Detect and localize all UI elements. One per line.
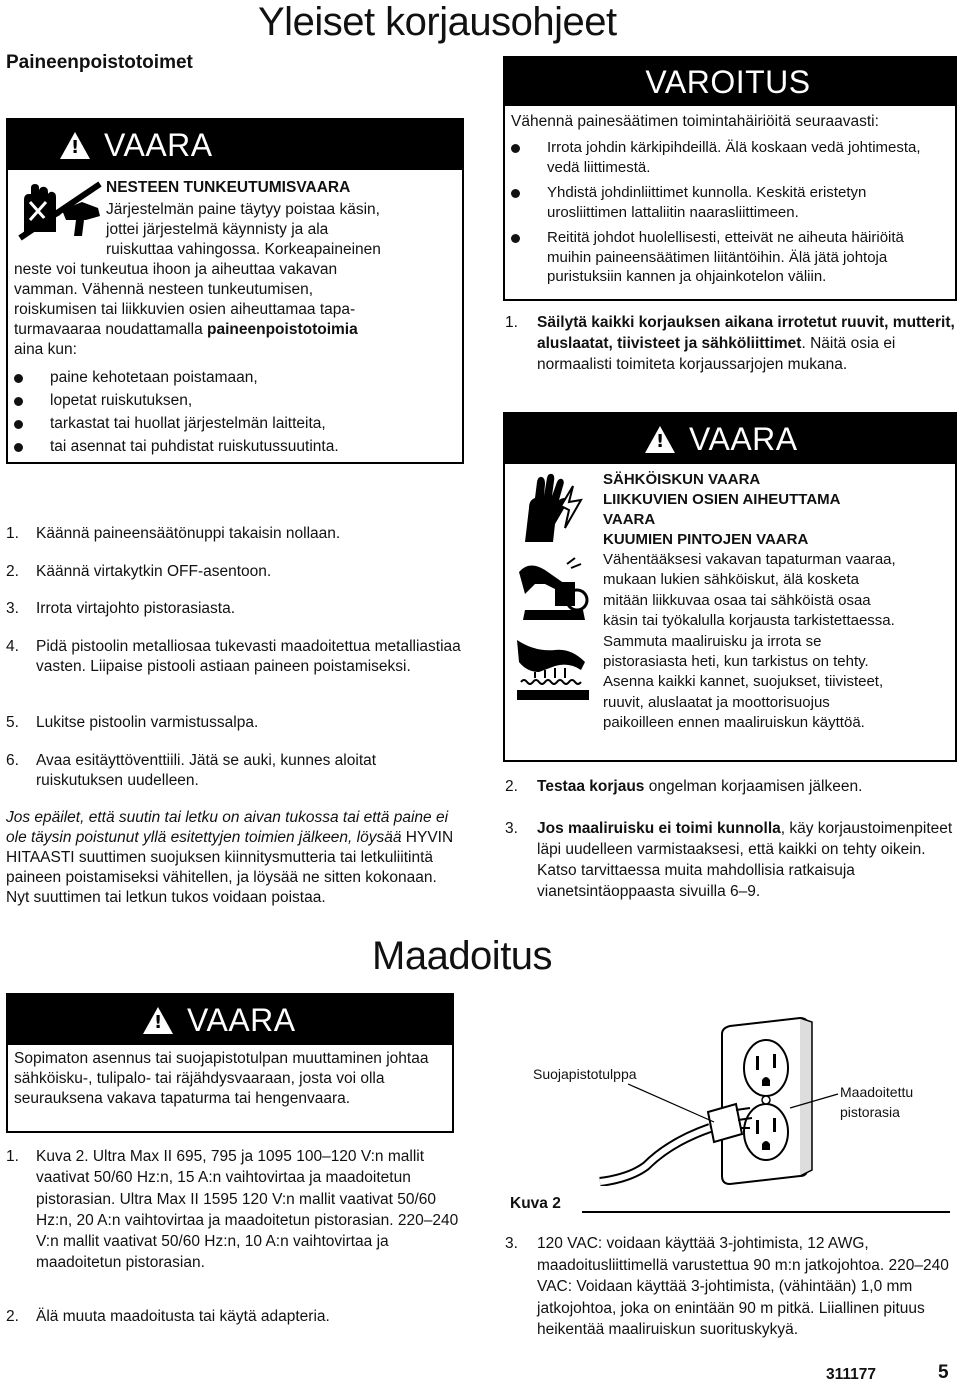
danger-subheading: NESTEEN TUNKEUTUMISVAARA: [106, 179, 351, 196]
note-italic-text: Jos epäilet, että suutin tai letku on aivan tukossa tai että paine ei ole täysin poistunut yllä esitettyjen toimien jälkeen, löysää: [6, 809, 449, 846]
step-number: 2.: [6, 1308, 19, 1325]
step-number: 6.: [6, 752, 19, 769]
electric-danger-heading: KUUMIEN PINTOJEN VAARA: [603, 531, 809, 548]
figure-label-outlet: [840, 1082, 913, 1122]
step-bold-text: Testaa korjaus: [537, 778, 645, 795]
electric-danger-heading: LIIKKUVIEN OSIEN AIHEUTTAMA: [603, 491, 841, 508]
grounding-step: [505, 1233, 955, 1341]
step-number: 1.: [6, 1148, 19, 1165]
list-item: lopetat ruiskutuksen,: [14, 391, 454, 411]
step-number: 2.: [6, 563, 19, 580]
step-number: 5.: [6, 714, 19, 731]
list-item: tai asennat tai puhdistat ruiskutussuutinta.: [14, 437, 454, 457]
clog-note-paragraph: [6, 808, 464, 908]
pressure-relief-step: [6, 637, 466, 677]
danger-bullet-list: [14, 368, 454, 457]
electric-shock-icon: [515, 472, 591, 548]
note-text: HYVIN HITAASTI suuttimen suojuksen kiinnitysmutteria tai letkuliitintä paineen poistamiseksi vähitellen, ja löysää ne sitten kokonaan. Nyt suuttimen tai letkun tukos voidaan poistaa.: [6, 829, 454, 906]
step-text: Pidä pistoolin metalliosaa tukevasti maadoitettua metalliastiaa vasten. Liipaise pistooli astiaan paineen poistamiseksi.: [36, 638, 461, 675]
danger-banner: [505, 414, 955, 464]
pressure-relief-step: [6, 751, 456, 791]
step-text: Kuva 2. Ultra Max II 695, 795 ja 1095 100–120 V:n mallit vaativat 50/60 Hz:n, 15 A:n vaihtovirtaa ja maadoitetun pistorasian. Ultra Max II 1595 120 V:n mallit vaativat 50/60 Hz:n, 20 A:n vaihtovirtaa ja maadoitetun pistorasian. 220–240 V:n mallit vaativat 50/60 Hz:n, 10 A:n vaihtovirtaa ja maadoitetun pistorasian.: [36, 1148, 459, 1272]
warning-triangle-icon: [645, 426, 675, 453]
step-rest-text: . Näitä osia ei normaalisti toimiteta korjaussarjojen mukana.: [537, 335, 896, 373]
step-number: 3.: [6, 600, 19, 617]
step-text: [505, 776, 955, 797]
step-text: [505, 818, 955, 902]
grounding-danger-text: Sopimaton asennus tai suojapistotulpan muuttaminen johtaa sähköisku-, tulipalo- tai räjähdysvaaraan, josta voi olla seurauksena vakava tapaturma tai hengenvaara.: [14, 1050, 429, 1107]
figure-label-line: pistorasia: [840, 1104, 900, 1120]
danger-banner-text: VAARA: [689, 420, 798, 457]
section-heading-pressure-relief: Paineenpoistotoimet: [6, 52, 193, 73]
hot-surface-icon: [515, 632, 591, 702]
step-text: Lukitse pistoolin varmistussalpa.: [36, 714, 259, 731]
caution-intro: Vähennä painesäätimen toimintahäiriöitä seuraavasti:: [511, 113, 879, 130]
step-bold-text: Säilytä kaikki korjauksen aikana irrotetut ruuvit, mutterit, aluslaatat, tiivisteet ja sähköliittimet: [537, 314, 955, 352]
repair-step: [505, 776, 955, 797]
step-text: Avaa esitäyttöventtiili. Jätä se auki, kunnes aloitat ruiskutuksen uudelleen.: [36, 752, 377, 789]
fluid-injection-hazard-icon: [16, 180, 104, 242]
pressure-relief-term: paineenpoistotoimia: [207, 321, 358, 338]
danger-text-line: roiskumisen tai liikkuvien osien aiheuttamaa tapa-: [14, 301, 356, 318]
caution-bullet-list: [511, 138, 949, 287]
step-text: 120 VAC: voidaan käyttää 3-johtimista, 12 AWG, maadoitusliittimellä varustettua 90 m:n jatkojohtoa. 220–240 VAC: Voidaan käyttää 3-johtimista, (vähintään) 1,0 mm jatkojohtoa, joka on enintään 90 m pitkä. Liiallinen pituus heikentää maaliruiskun suorituskykyä.: [537, 1235, 949, 1338]
danger-text-line: ruiskuttaa vahingossa. Korkeapaineinen: [106, 241, 381, 258]
step-rest-text: ongelman korjaamisen jälkeen.: [644, 778, 863, 795]
step-text: Älä muuta maadoitusta tai käytä adapteria.: [36, 1308, 330, 1325]
electric-danger-body: Vähentääksesi vakavan tapaturman vaaraa, mukaan lukien sähköiskut, älä kosketa mitään liikkuvaa osaa tai sähköistä osaa käsin tai työkalulla korjausta tarkistettaessa. Sammuta maaliruisku ja irrota se pistorasiasta heti, kun tarkistus on tehty. Asenna kaikki kannet, suojukset, tiivisteet, ruuvit, aluslaatat ja moottorisuojus paikoilleen ennen maaliruiskun käyttöä.: [603, 551, 896, 732]
repair-step: [505, 312, 955, 375]
pressure-relief-step: [6, 599, 456, 619]
electric-danger-heading: SÄHKÖISKUN VAARA: [603, 471, 761, 488]
danger-banner: [8, 995, 452, 1045]
figure-label-line: Maadoitettu: [840, 1084, 914, 1100]
pressure-relief-step: [6, 562, 456, 582]
page-title: Yleiset korjausohjeet: [258, 0, 617, 44]
electric-danger-heading: VAARA: [603, 511, 656, 528]
step-text: Käännä paineensäätönuppi takaisin nollaan.: [36, 525, 341, 542]
figure-caption: Kuva 2: [510, 1195, 561, 1212]
grounding-step: [6, 1307, 456, 1327]
danger-text-line: Järjestelmän paine täytyy poistaa käsin,: [106, 201, 380, 218]
grounding-danger-box: [6, 993, 454, 1133]
doc-number: 311177: [826, 1366, 877, 1383]
caution-box: [503, 56, 957, 301]
page-number: 5: [938, 1362, 949, 1383]
step-text: Käännä virtakytkin OFF-asentoon.: [36, 563, 272, 580]
moving-parts-icon: [515, 554, 591, 630]
step-number: 2.: [505, 778, 518, 795]
step-text: Irrota virtajohto pistorasiasta.: [36, 600, 236, 617]
list-item: paine kehotetaan poistamaan,: [14, 368, 454, 388]
step-number: 1.: [505, 314, 518, 331]
warning-triangle-icon: [143, 1007, 173, 1034]
pressure-relief-step: [6, 524, 456, 544]
list-item: tarkastat tai huollat järjestelmän laitteita,: [14, 414, 454, 434]
grounded-outlet-figure: [590, 1016, 840, 1186]
list-item: Yhdistä johdinliittimet kunnolla. Keskitä eristetyn urosliittimen lattaliitin naarasliittimeen.: [511, 183, 949, 222]
pressure-relief-danger-box: [6, 118, 464, 464]
step-number: 4.: [6, 638, 19, 655]
caution-banner: [505, 58, 955, 106]
danger-banner: [8, 120, 462, 170]
step-text: [505, 312, 955, 375]
danger-text-span: turmavaaraa noudattamalla: [14, 321, 208, 338]
danger-banner-text: VAARA: [104, 126, 213, 163]
electric-danger-box: [503, 412, 957, 762]
step-number: 3.: [505, 820, 518, 837]
step-rest-text: , käy korjaustoimenpiteet läpi uudelleen varmistaaksesi, että kaikki on tehty oikein. Katso tarvittaessa muita mahdollisia ratkaisuja vianetsintäoppaasta sivuilla 6–9.: [537, 820, 953, 900]
danger-text-line: neste voi tunkeutua ihoon ja aiheuttaa vakavan: [14, 261, 338, 278]
danger-banner-text: VAARA: [187, 1001, 296, 1038]
figure-label-plug: Suojapistotulppa: [533, 1066, 637, 1082]
list-item: Irrota johdin kärkipihdeillä. Älä koskaan vedä johtimesta, vedä liittimestä.: [511, 138, 949, 177]
list-item: Reititä johdot huolellisesti, etteivät ne aiheuta häiriöitä muihin paineensäätimen liitäntöihin. Älä jätä johtoja puristuksiin kannen ja ohjainkotelon väliin.: [511, 228, 949, 287]
danger-text-line: [14, 320, 358, 340]
grounding-step: [6, 1146, 461, 1274]
danger-text-line: aina kun:: [14, 341, 77, 358]
danger-text-line: jottei järjestelmä käynnisty ja ala: [106, 221, 329, 238]
warning-triangle-icon: [60, 132, 90, 159]
pressure-relief-step: [6, 713, 456, 733]
danger-text-line: vamman. Vähennä nesteen tunkeutumisen,: [14, 281, 313, 298]
step-number: 3.: [505, 1235, 518, 1252]
repair-step: [505, 818, 955, 902]
figure-caption-rule: [582, 1211, 950, 1213]
section-heading-grounding: Maadoitus: [372, 934, 553, 978]
step-number: 1.: [6, 525, 19, 542]
step-bold-text: Jos maaliruisku ei toimi kunnolla: [537, 820, 781, 837]
caution-banner-text: VAROITUS: [645, 63, 811, 100]
